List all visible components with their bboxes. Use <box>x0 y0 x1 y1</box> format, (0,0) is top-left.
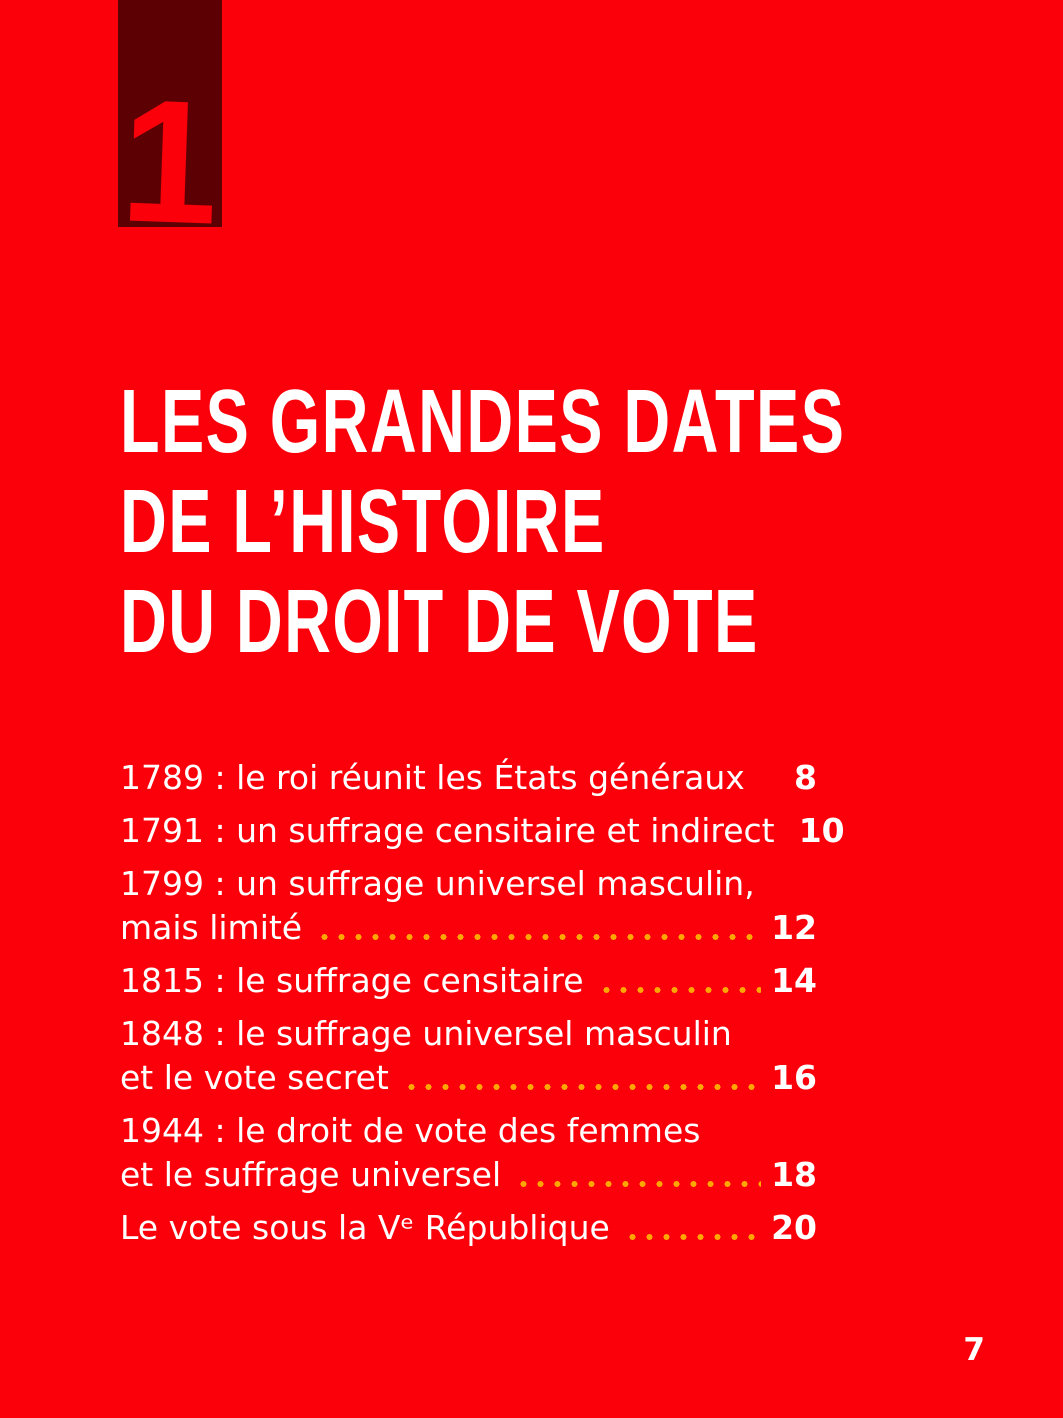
toc-page-number: 14 <box>771 961 817 1000</box>
toc-entry <box>120 756 817 800</box>
chapter-number: 1 <box>117 63 223 262</box>
dot-leader <box>403 1083 761 1091</box>
toc-page-number: 20 <box>771 1208 817 1247</box>
toc-page-number: 16 <box>771 1058 817 1097</box>
toc-page-number: 8 <box>794 758 817 797</box>
toc-page-number: 12 <box>771 908 817 947</box>
toc-entry <box>120 1109 817 1197</box>
toc-entry-label: et le suffrage universel <box>120 1155 502 1194</box>
toc-entry-label: 1791 : un suffrage censitaire et indirect <box>120 811 775 850</box>
page-title-line-2: DE L’HISTOIRE <box>120 472 606 572</box>
toc-entry <box>120 862 817 950</box>
table-of-contents <box>120 756 845 1259</box>
toc-entry <box>120 1206 817 1250</box>
toc-entry-label: 1848 : le suffrage universel masculin <box>120 1014 732 1053</box>
dot-leader <box>759 783 761 791</box>
toc-page-number: 18 <box>771 1155 817 1194</box>
toc-entry-label: mais limité <box>120 908 303 947</box>
toc-entry <box>120 809 845 853</box>
page-title-line-3: DU DROIT DE VOTE <box>120 572 759 672</box>
toc-entry <box>120 1012 817 1100</box>
toc-page-number: 10 <box>798 811 845 850</box>
page-title <box>120 372 845 672</box>
toc-entry-label: 1799 : un suffrage universel masculin, <box>120 864 755 903</box>
toc-entry-label: et le vote secret <box>120 1058 389 1097</box>
toc-entry <box>120 959 817 1003</box>
toc-entry-label: 1815 : le suffrage censitaire <box>120 961 584 1000</box>
page-title-line-1: LES GRANDES DATES <box>120 372 846 472</box>
dot-leader <box>598 986 761 994</box>
chapter-badge <box>117 0 223 262</box>
toc-entry-label: 1789 : le roi réunit les États généraux <box>120 758 745 797</box>
dot-leader <box>624 1233 761 1241</box>
toc-entry-label: Le vote sous la Vᵉ République <box>120 1208 610 1247</box>
dot-leader <box>316 933 761 941</box>
page-number: 7 <box>963 1332 985 1368</box>
dot-leader <box>515 1180 761 1188</box>
toc-entry-label: 1944 : le droit de vote des femmes <box>120 1111 701 1150</box>
